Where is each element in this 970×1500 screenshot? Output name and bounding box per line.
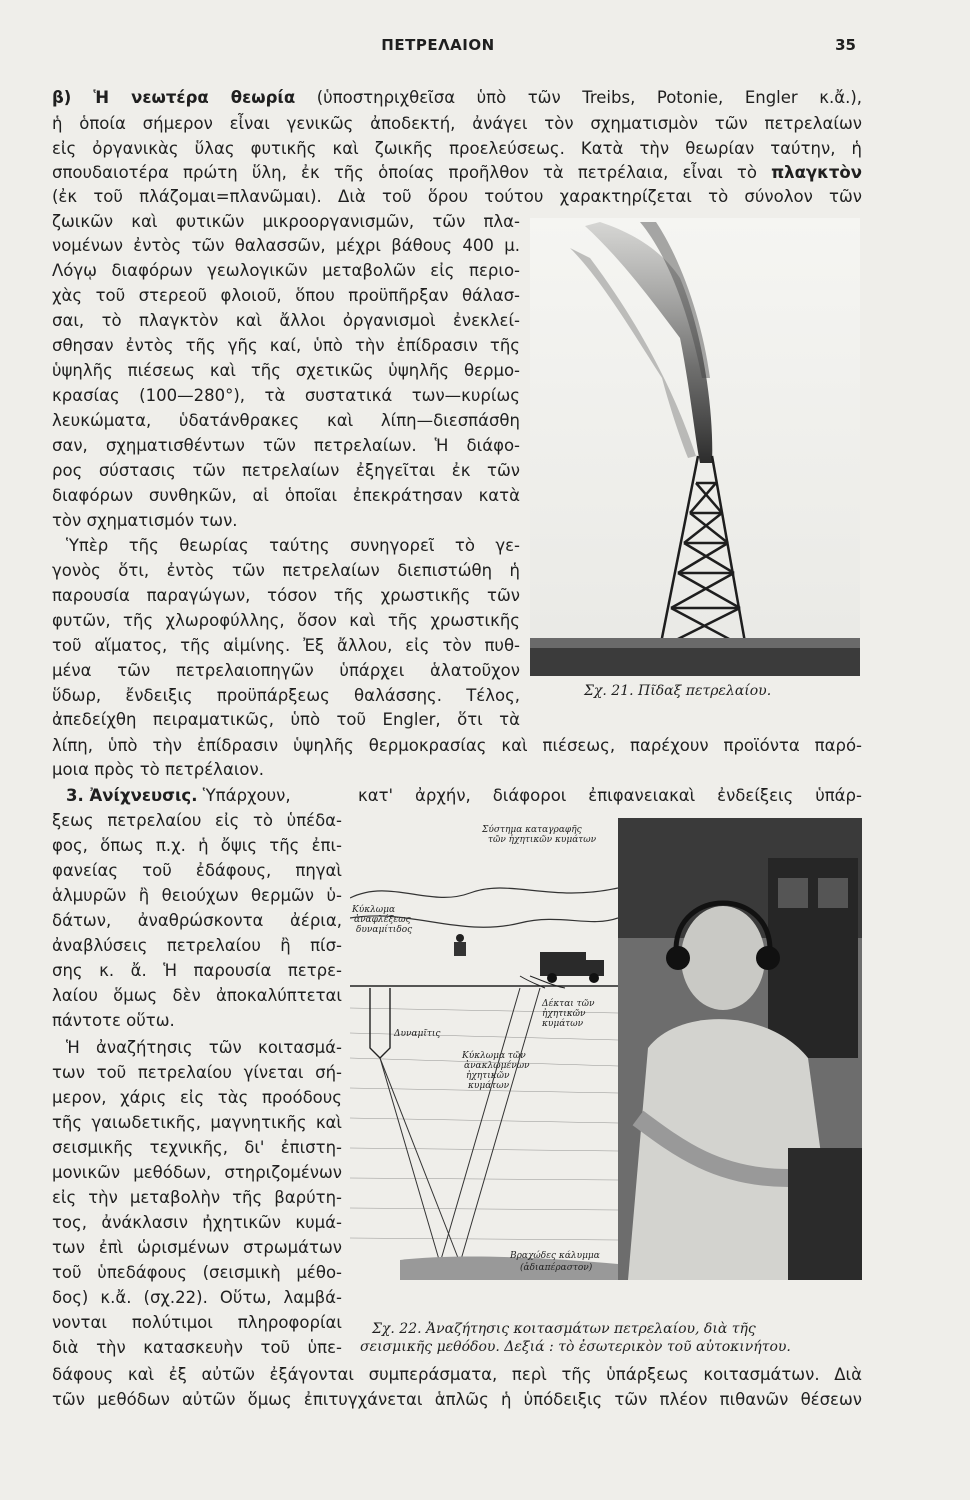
text-line: (ἐκ τοῦ πλάζομαι=πλανῶμαι). Διὰ τοῦ ὅρου τούτου χαρακτηρίζεται τὸ σύνολον τῶν	[52, 187, 862, 206]
text-line: τοῦ αἵματος, τῆς αἱμίνης. Ἐξ ἄλλου, εἰς τὸν πυθ-	[52, 636, 520, 655]
text-line: ἀπεδείχθη πειραματικῶς, ὑπὸ τοῦ Engler, ὅτι τὰ	[52, 710, 520, 729]
text-line: ρος σύστασις τῶν πετρελαίων ἐξηγεῖται ἐκ τῶν	[52, 461, 520, 480]
text-line: εἰς ὀργανικὰς ὕλας φυτικῆς καὶ ζωικῆς προελεύσεως. Κατὰ τὴν θεωρίαν ταύτην, ἡ	[52, 139, 862, 158]
text-line: χὰς τοῦ στερεοῦ φλοιοῦ, ὅπου προϋπῆρξαν θάλασ-	[52, 286, 520, 305]
text-line: εἰς τὴν μεταβολὴν τῆς βαρύτη-	[52, 1188, 342, 1207]
page-number: 35	[835, 36, 856, 54]
text-line: τοῦ ὑπεδάφους (σεισμικὴ μέθο-	[52, 1263, 342, 1282]
figure-22-caption-line-2: σεισμικῆς μεθόδου. Δεξιά : τὸ ἐσωτερικὸν τοῦ αὐτοκινήτου.	[360, 1339, 791, 1355]
text-line: δάτων, ἀναθρώσκοντα ἀέρια,	[52, 911, 342, 930]
svg-text:τῶν ἠχητικῶν κυμάτων: τῶν ἠχητικῶν κυμάτων	[488, 835, 597, 845]
svg-text:ἠχητικῶν: ἠχητικῶν	[542, 1009, 586, 1019]
svg-text:Δέκται τῶν: Δέκται τῶν	[542, 999, 595, 1009]
text-line: πάντοτε οὕτω.	[52, 1011, 175, 1030]
running-head: ΠΕΤΡΕΛΑΙΟΝ	[381, 36, 495, 54]
truck-interior-photo	[618, 818, 862, 1280]
svg-text:ἠχητικῶν: ἠχητικῶν	[466, 1071, 510, 1081]
text-line: τῶν μεθόδων αὐτῶν ὅμως ἐπιτυγχάνεται ἁπλῶς ἡ ὑπόδειξις τῶν πλέον πιθανῶν θέσεων	[52, 1390, 862, 1409]
text-line: δος) κ.ἄ. (σχ.22). Οὕτω, λαμβά-	[52, 1288, 342, 1307]
text-line: ὕδωρ, ἔνδειξις προϋπάρξεως θαλάσσης. Τέλος,	[52, 686, 520, 705]
section-heading: 3. Ἀνίχνευσις. Ὑπάρχουν,	[66, 786, 291, 805]
text-line: νομένων ἐντὸς τῶν θαλασσῶν, μέχρι βάθους 400 μ.	[52, 236, 520, 255]
text-line: μερον, χάρις εἰς τὰς προόδους	[52, 1088, 342, 1107]
text-line: διαφόρων συνθηκῶν, αἱ ὁποῖαι ἐπεκράτησαν κατὰ	[52, 486, 520, 505]
text-line: σθησαν ἐντὸς τῆς γῆς καί, ὑπὸ τὴν ἐπίδρασιν τῆς	[52, 336, 520, 355]
text-line: κατ' ἀρχήν, διάφοροι ἐπιφανειακαὶ ἐνδείξεις ὑπάρ-	[358, 786, 862, 805]
svg-text:δυναμίτιδος: δυναμίτιδος	[356, 925, 413, 935]
text-line: δάφους καὶ ἐξ αὐτῶν ἐξάγονται συμπεράσματα, περὶ τῆς ὑπάρξεως κοιτασμάτων. Διὰ	[52, 1365, 862, 1384]
seismic-method-diagram	[350, 818, 618, 1280]
svg-text:(ἀδιαπέραστον): (ἀδιαπέραστον)	[520, 1263, 593, 1273]
text-line: των τοῦ πετρελαίου γίνεται σή-	[52, 1063, 342, 1082]
text-line: τῆς γαιωδετικῆς, μαγνητικῆς καὶ	[52, 1113, 342, 1132]
text-line: ξεως πετρελαίου εἰς τὸ ὑπέδα-	[52, 811, 342, 830]
text-line: νονται πολύτιμοι πληροφορίαι	[52, 1313, 342, 1332]
text-line: φυτῶν, τῆς χλωροφύλλης, ὅσον καὶ τῆς χρωστικῆς	[52, 611, 520, 630]
text-line: των ἐπὶ ὡρισμένων στρωμάτων	[52, 1238, 342, 1257]
text-line: Ὑπὲρ τῆς θεωρίας ταύτης συνηγορεῖ τὸ γε-	[66, 536, 520, 555]
text-line: σης κ. ἄ. Ἡ παρουσία πετρε-	[52, 961, 342, 980]
text-line: μονικῶν μεθόδων, στηριζομένων	[52, 1163, 342, 1182]
oil-gusher-photo	[530, 218, 860, 676]
text-line: διὰ τὴν κατασκευὴν τοῦ ὑπε-	[52, 1338, 342, 1357]
text-line: μένα τῶν πετρελαιοπηγῶν ὑπάρχει ἁλατοῦχον	[52, 661, 520, 680]
text-line: σαι, τὸ πλαγκτὸν καὶ ἄλλοι ὀργανισμοὶ ἐνεκλεί-	[52, 311, 520, 330]
text-line: ἡ ὁποία σήμερον εἶναι γενικῶς ἀποδεκτή, ἀνάγει τὸν σχηματισμὸν τῶν πετρελαίων	[52, 114, 862, 133]
text-line: ἀναβλύσεις πετρελαίου ἢ πίσ-	[52, 936, 342, 955]
text-line: ἁλμυρῶν ἢ θειούχων θερμῶν ὑ-	[52, 886, 342, 905]
text-line: Λόγῳ διαφόρων γεωλογικῶν μεταβολῶν εἰς περιο-	[52, 261, 520, 280]
svg-text:ἀναφλέξεως: ἀναφλέξεως	[354, 915, 411, 925]
svg-text:Σύστημα καταγραφῆς: Σύστημα καταγραφῆς	[482, 825, 582, 835]
text-line: λαίου ὅμως δὲν ἀποκαλύπτεται	[52, 986, 342, 1005]
text-line: ζωικῶν καὶ φυτικῶν μικροοργανισμῶν, τῶν πλα-	[52, 212, 520, 231]
text-line: τὸν σχηματισμόν των.	[52, 511, 238, 530]
svg-text:ἀνακλωμένων: ἀνακλωμένων	[464, 1061, 530, 1071]
figure-22-caption-line-1: Σχ. 22. Ἀναζήτησις κοιτασμάτων πετρελαίου, διὰ τῆς	[372, 1321, 756, 1337]
svg-text:Κύκλωμα: Κύκλωμα	[352, 905, 396, 915]
text-line: μοια πρὸς τὸ πετρέλαιον.	[52, 760, 264, 779]
text-line: σαν, σχηματισθέντων τῶν πετρελαίων. Ἡ διάφο-	[52, 436, 520, 455]
svg-text:Βραχώδες κάλυμμα: Βραχώδες κάλυμμα	[510, 1251, 600, 1261]
text-line: λίπη, ὑπὸ τὴν ἐπίδρασιν ὑψηλῆς θερμοκρασίας καὶ πιέσεως, παρέχουν προϊόντα παρό-	[52, 736, 862, 755]
svg-text:Δυναμῖτις: Δυναμῖτις	[394, 1029, 441, 1039]
text-line: τος, ἀνάκλασιν ἠχητικῶν κυμά-	[52, 1213, 342, 1232]
svg-text:κυμάτων: κυμάτων	[468, 1081, 510, 1091]
text-line: β) Ἡ νεωτέρα θεωρία (ὑποστηριχθεῖσα ὑπὸ τῶν Treibs, Potonie, Engler κ.ἄ.),	[52, 88, 862, 107]
text-line: σπουδαιοτέρα πρώτη ὕλη, ἐκ τῆς ὁποίας προῆλθον τὰ πετρέλαια, εἶναι τὸ πλαγκτὸν	[52, 163, 862, 182]
text-line: κρασίας (100—280°), τὰ συστατικά των—κυρίως	[52, 386, 520, 405]
svg-text:κυμάτων: κυμάτων	[542, 1019, 584, 1029]
text-line: Ἡ ἀναζήτησις τῶν κοιτασμά-	[66, 1038, 342, 1057]
text-line: φος, ὅπως π.χ. ἡ ὄψις τῆς ἐπι-	[52, 836, 342, 855]
text-line: σεισμικῆς τεχνικῆς, δι' ἐπιστη-	[52, 1138, 342, 1157]
text-line: γονὸς ὅτι, ἐντὸς τῶν πετρελαίων διεπιστώθη ἡ	[52, 561, 520, 580]
text-line: φανείας τοῦ ἐδάφους, πηγαὶ	[52, 861, 342, 880]
svg-text:Κύκλωμα τῶν: Κύκλωμα τῶν	[462, 1051, 526, 1061]
text-line: παρουσία παραγώγων, τόσον τῆς χρωστικῆς τῶν	[52, 586, 520, 605]
text-line: ὑψηλῆς πιέσεως καὶ τῆς σχετικῶς ὑψηλῆς θερμο-	[52, 361, 520, 380]
figure-21-caption: Σχ. 21. Πῖδαξ πετρελαίου.	[584, 683, 772, 699]
text-line: λευκώματα, ὑδατάνθρακες καὶ λίπη—διεσπάσθη	[52, 411, 520, 430]
